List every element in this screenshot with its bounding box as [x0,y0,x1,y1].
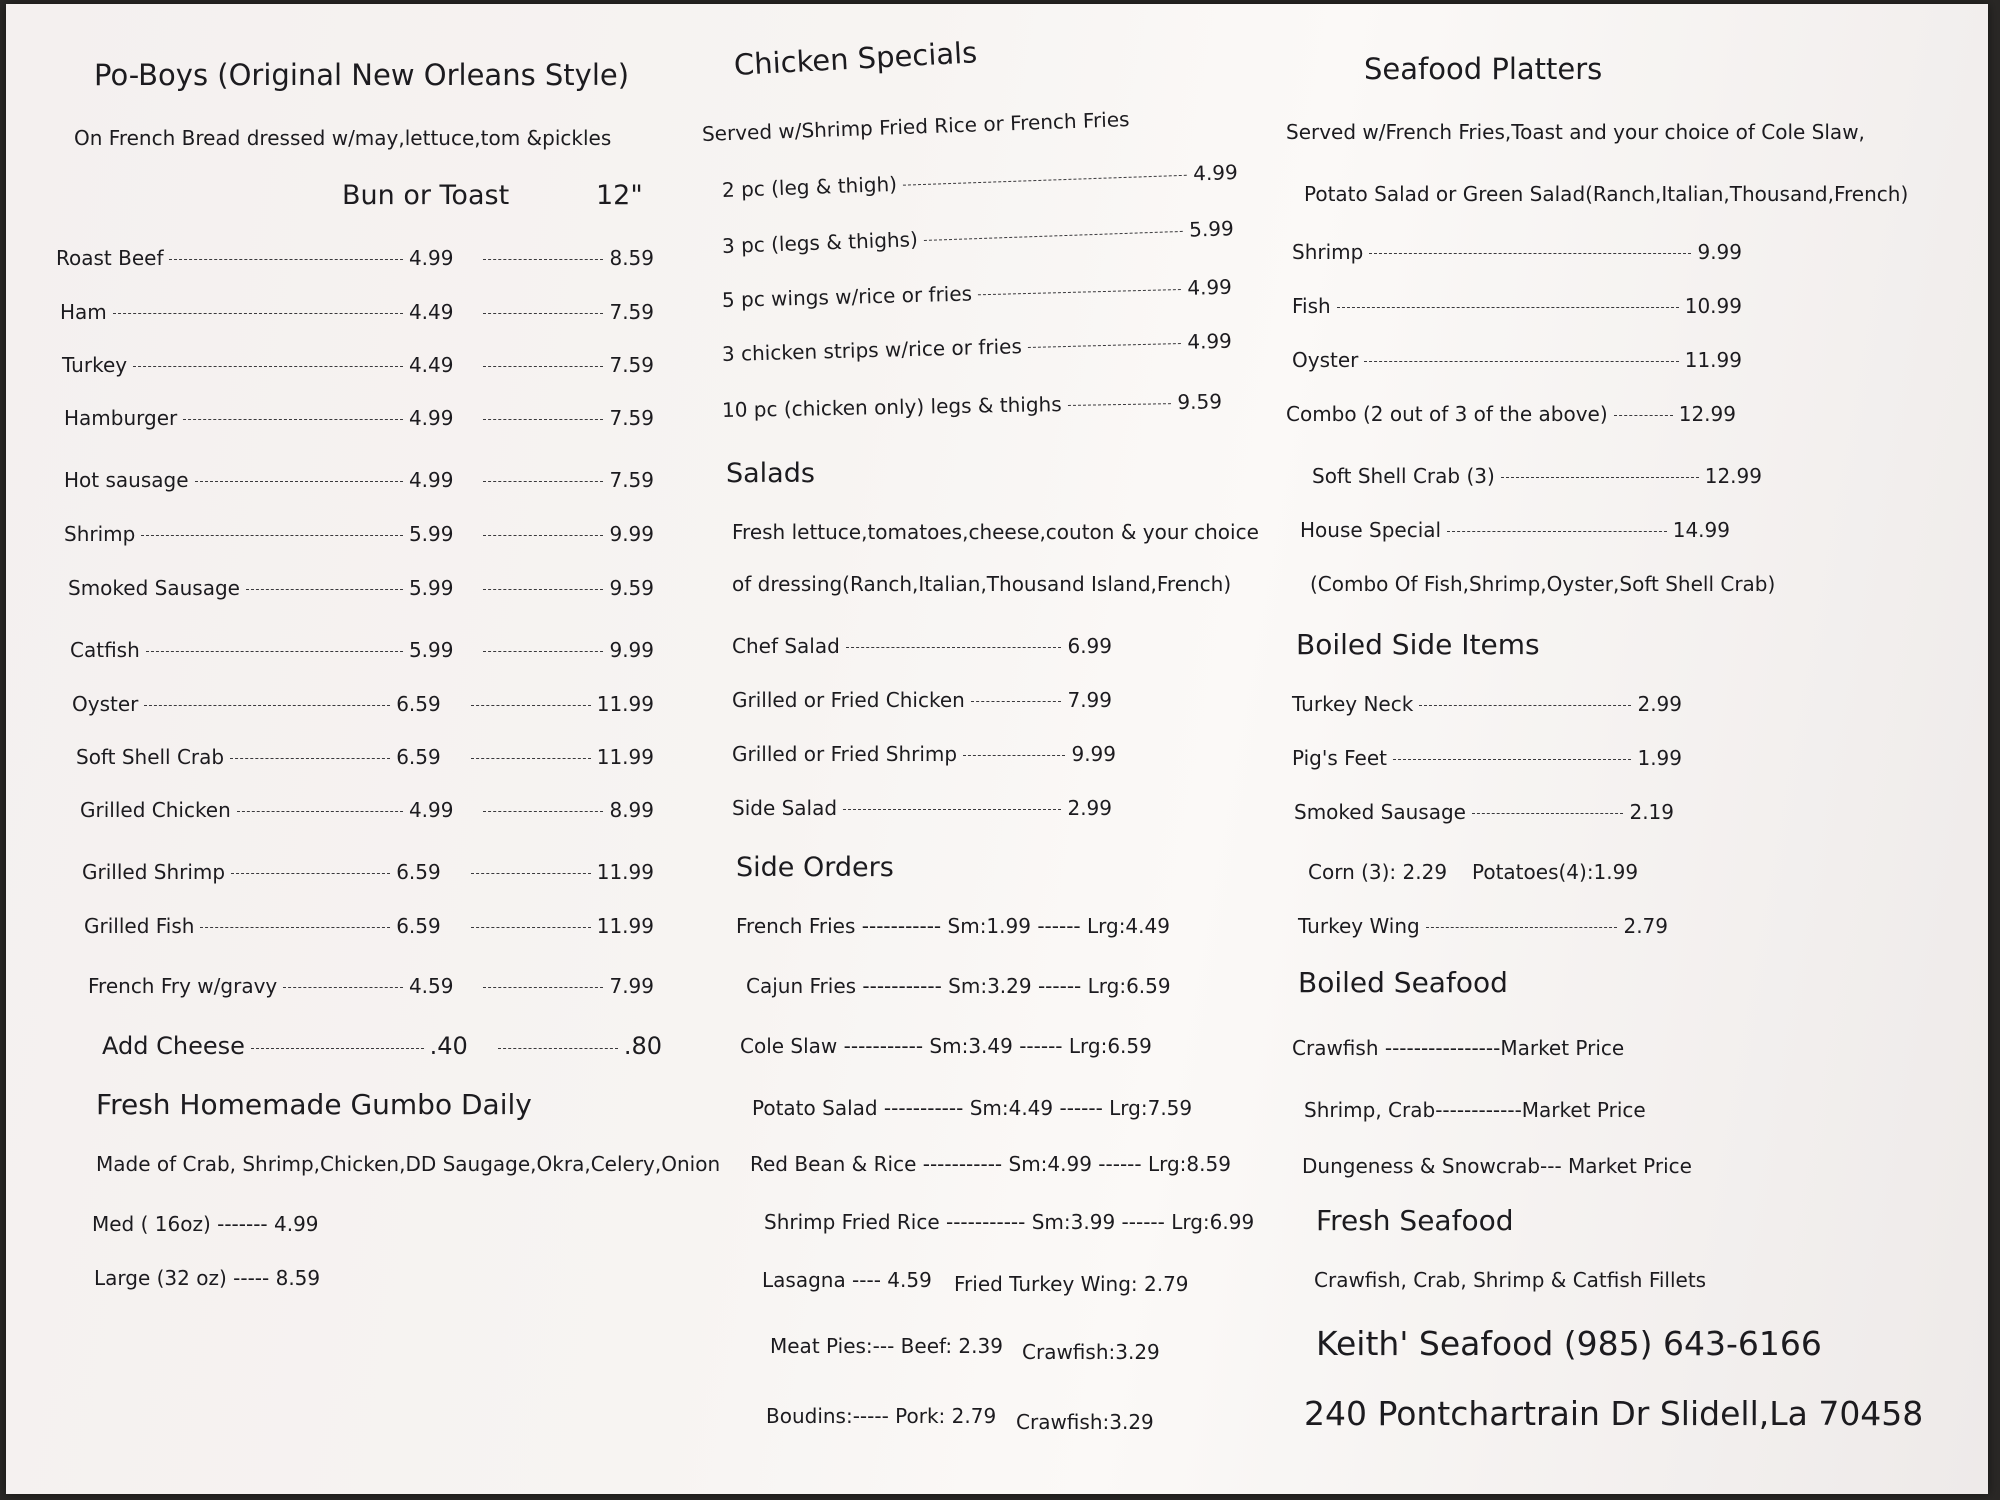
item-name: Soft Shell Crab [76,745,225,769]
item-price: 8.59 [275,1266,321,1290]
business-name-phone: Keith' Seafood (985) 643-6166 [1316,1324,1822,1363]
platter-row [1312,464,1762,488]
salad-row [732,688,1112,712]
lasagna-item: Lasagna ---- 4.59 [762,1268,932,1292]
platter-row [1292,294,1742,318]
item-name: 3 chicken strips w/rice or fries [721,334,1023,366]
item-name: Potato Salad [752,1096,878,1120]
gumbo-med: Med ( 16oz) ------- 4.99 [92,1212,319,1236]
menu-sheet [6,4,1988,1494]
poboy-row [64,468,654,492]
item-name: Crawfish [1292,1036,1379,1060]
twelve-price: 11.99 [596,914,654,938]
large-price: Lrg:6.99 [1171,1210,1255,1234]
item-price: 5.99 [1188,216,1235,242]
item-price: 14.99 [1672,518,1730,542]
chicken-subtitle: Served w/Shrimp Fried Rice or French Fries [701,107,1130,146]
item-price: 2.19 [1629,800,1674,824]
bun-price: 4.59 [408,974,454,998]
add-cheese-row [102,1032,662,1060]
item-price: Market Price [1568,1154,1692,1178]
meat-pies-crawfish: Crawfish:3.29 [1022,1340,1160,1364]
item-name: Ham [60,300,107,324]
poboy-row [62,353,654,377]
boiled-seafood-title: Boiled Seafood [1298,966,1508,999]
poboy-row [64,522,654,546]
item-name: Combo (2 out of 3 of the above) [1286,402,1608,426]
chicken-row [722,216,1235,258]
item-name: Roast Beef [56,246,164,270]
poboy-row [82,860,654,884]
poboy-row [56,246,654,270]
item-price: 4.99 [1192,159,1239,186]
house-special-note: (Combo Of Fish,Shrimp,Oyster,Soft Shell Crab) [1310,572,1776,596]
twelve-price: 8.99 [609,798,654,822]
boiled-sides-title: Boiled Side Items [1296,628,1540,661]
item-name: Side Salad [732,796,838,820]
twelve-price: 7.59 [609,353,654,377]
column-header-bun: Bun or Toast [342,180,510,211]
item-price: 9.59 [1177,389,1223,415]
fresh-seafood-desc: Crawfish, Crab, Shrimp & Catfish Fillets [1314,1268,1707,1292]
item-name: Turkey Neck [1292,692,1414,716]
poboys-subtitle: On French Bread dressed w/may,lettuce,tom &pickles [74,126,612,150]
chicken-title: Chicken Specials [733,35,978,82]
poboys-title: Po-Boys (Original New Orleans Style) [94,58,630,92]
poboy-row [84,914,654,938]
column-header-12: 12" [596,180,643,211]
item-price: 12.99 [1678,402,1736,426]
item-price: 4.99 [1186,328,1233,354]
gumbo-title: Fresh Homemade Gumbo Daily [96,1088,532,1121]
small-price: Sm:3.29 [948,974,1032,998]
platter-row [1292,348,1742,372]
item-price: 7.99 [1067,688,1112,712]
item-name: Grilled Fish [84,914,195,938]
item-price: 11.99 [1684,348,1742,372]
fried-turkey-wing-item: Fried Turkey Wing: 2.79 [954,1272,1189,1296]
platter-row [1286,402,1736,426]
bun-price: 4.49 [408,300,454,324]
bun-price: 6.59 [396,692,441,716]
bun-price: 5.99 [408,638,454,662]
item-name: Fish [1292,294,1331,318]
item-name: Red Bean & Rice [750,1152,917,1176]
twelve-price: 7.59 [609,300,654,324]
side-orders-title: Side Orders [736,852,894,883]
twelve-price: 7.59 [609,468,654,492]
chicken-row [722,389,1222,422]
bun-price: 4.99 [408,468,454,492]
poboy-row [80,798,654,822]
poboy-row [64,406,654,430]
salads-title: Salads [726,458,815,489]
item-name: French Fry w/gravy [88,974,278,998]
large-price: Lrg:6.59 [1087,974,1171,998]
bun-price: 6.59 [396,860,441,884]
salad-row [732,796,1112,820]
side-order-row: French Fries ----------- Sm:1.99 ------ Lrg:4.49 [736,914,1170,938]
boiled-seafood-row [1302,1154,1692,1178]
item-name: Dungeness & Snowcrab--- [1302,1154,1562,1178]
item-name: Grilled or Fried Chicken [732,688,965,712]
large-price: Lrg:4.49 [1086,914,1170,938]
side-order-row: Shrimp Fried Rice ----------- Sm:3.99 ------ Lrg:6.99 [764,1210,1255,1234]
salad-row [732,742,1116,766]
meat-pies-item: Meat Pies:--- Beef: 2.39 [770,1334,1003,1358]
item-price: 9.99 [1071,742,1116,766]
item-price: 6.99 [1067,634,1112,658]
platters-desc-line1: Served w/French Fries,Toast and your choice of Cole Slaw, [1286,120,1865,144]
chicken-row [722,160,1239,202]
bun-price: 4.49 [408,353,454,377]
item-name: Grilled Chicken [80,798,231,822]
item-name: 3 pc (legs & thighs) [721,227,919,258]
platters-title: Seafood Platters [1364,52,1603,86]
boiled-seafood-row: Shrimp, Crab------------Market Price [1304,1098,1646,1122]
item-name: Shrimp, Crab [1304,1098,1436,1122]
item-name: Shrimp [1292,240,1364,264]
boudins-item: Boudins:----- Pork: 2.79 [766,1404,997,1428]
bun-price: 5.99 [408,576,454,600]
item-name: Turkey [62,353,128,377]
side-order-row: Potato Salad ----------- Sm:4.49 ------ Lrg:7.59 [752,1096,1193,1120]
poboy-row [88,974,654,998]
bun-price: 5.99 [408,522,454,546]
poboy-row [60,300,654,324]
boiled-side-row [1292,692,1682,716]
boudins-crawfish: Crawfish:3.29 [1016,1410,1154,1434]
salads-desc-line1: Fresh lettuce,tomatoes,cheese,couton & your choice [732,520,1259,544]
item-name: Oyster [72,692,139,716]
bun-price: 6.59 [396,745,441,769]
small-price: Sm:3.99 [1031,1210,1116,1234]
item-price: 1.99 [1637,746,1682,770]
boiled-side-row [1292,746,1682,770]
item-name: Smoked Sausage [68,576,240,600]
item-price: 9.99 [1697,240,1742,264]
item-name: Grilled or Fried Shrimp [732,742,958,766]
item-name: French Fries [736,914,856,938]
small-price: Sm:4.49 [969,1096,1054,1120]
twelve-price: 9.59 [609,576,654,600]
item-name: Oyster [1292,348,1359,372]
twelve-price: 11.99 [596,692,654,716]
item-name: Hot sausage [64,468,189,492]
side-order-row: Red Bean & Rice ----------- Sm:4.99 ------ Lrg:8.59 [750,1152,1231,1176]
bun-price: 4.99 [408,246,454,270]
twelve-price: .80 [623,1032,662,1060]
small-price: Sm:4.99 [1008,1152,1092,1176]
side-order-row: Cajun Fries ----------- Sm:3.29 ------ Lrg:6.59 [746,974,1171,998]
twelve-price: 9.99 [609,638,654,662]
item-name: Soft Shell Crab (3) [1312,464,1495,488]
small-price: Sm:1.99 [947,914,1031,938]
salad-row [732,634,1112,658]
twelve-price: 7.59 [609,406,654,430]
twelve-price: 11.99 [596,860,654,884]
item-name: Catfish [70,638,140,662]
item-name: Shrimp Fried Rice [764,1210,940,1234]
poboy-row [68,576,654,600]
poboy-row [76,745,654,769]
twelve-price: 7.99 [609,974,654,998]
small-price: Sm:3.49 [929,1034,1013,1058]
item-name: Chef Salad [732,634,840,658]
item-price: Market Price [1521,1098,1646,1122]
item-price: 2.99 [1637,692,1682,716]
item-name: 10 pc (chicken only) legs & thighs [721,392,1062,422]
gumbo-description: Made of Crab, Shrimp,Chicken,DD Saugage,Okra,Celery,Onion [96,1152,721,1176]
item-name: Pig's Feet [1292,746,1388,770]
platter-row [1292,240,1742,264]
bun-price: .40 [429,1032,468,1060]
twelve-price: 11.99 [596,745,654,769]
large-price: Lrg:6.59 [1068,1034,1152,1058]
item-name: Add Cheese [102,1032,245,1060]
item-price: Market Price [1500,1036,1625,1060]
item-price: 4.99 [274,1212,319,1236]
item-name: Shrimp [64,522,136,546]
item-name: Smoked Sausage [1294,800,1466,824]
bun-price: 4.99 [408,798,454,822]
item-price: 12.99 [1704,464,1762,488]
gumbo-large: Large (32 oz) ----- 8.59 [94,1266,321,1290]
poboy-row [70,638,654,662]
business-address: 240 Pontchartrain Dr Slidell,La 70458 [1304,1394,1924,1433]
item-name: 5 pc wings w/rice or fries [721,281,973,312]
item-name: Cajun Fries [746,974,857,998]
item-name: House Special [1300,518,1442,542]
item-name: Hamburger [64,406,178,430]
boiled-seafood-row: Crawfish ----------------Market Price [1292,1036,1625,1060]
large-price: Lrg:8.59 [1147,1152,1231,1176]
bun-price: 6.59 [396,914,441,938]
item-name: Large (32 oz) [94,1266,227,1290]
item-price: 10.99 [1684,294,1742,318]
item-name: Turkey Wing [1298,914,1420,938]
chicken-row [722,275,1232,312]
chicken-row [722,329,1232,366]
item-price: 2.79 [1623,914,1668,938]
item-name: 2 pc (leg & thigh) [721,171,898,202]
item-price: 4.99 [1186,274,1233,300]
boiled-side-row [1294,800,1674,824]
item-price: 2.99 [1067,796,1112,820]
twelve-price: 9.99 [609,522,654,546]
bun-price: 4.99 [408,406,454,430]
item-name: Med ( 16oz) [92,1212,211,1236]
fresh-seafood-title: Fresh Seafood [1316,1204,1514,1237]
turkey-wing-row [1298,914,1668,938]
platters-desc-line2: Potato Salad or Green Salad(Ranch,Italian,Thousand,French) [1304,182,1909,206]
side-order-row: Cole Slaw ----------- Sm:3.49 ------ Lrg:6.59 [740,1034,1152,1058]
item-name: Cole Slaw [740,1034,838,1058]
potatoes-item: Potatoes(4):1.99 [1472,860,1639,884]
large-price: Lrg:7.59 [1109,1096,1193,1120]
salads-desc-line2: of dressing(Ranch,Italian,Thousand Island,French) [732,572,1232,596]
platter-row [1300,518,1730,542]
poboy-row [72,692,654,716]
twelve-price: 8.59 [609,246,654,270]
item-name: Grilled Shrimp [82,860,226,884]
corn-item: Corn (3): 2.29 [1308,860,1448,884]
